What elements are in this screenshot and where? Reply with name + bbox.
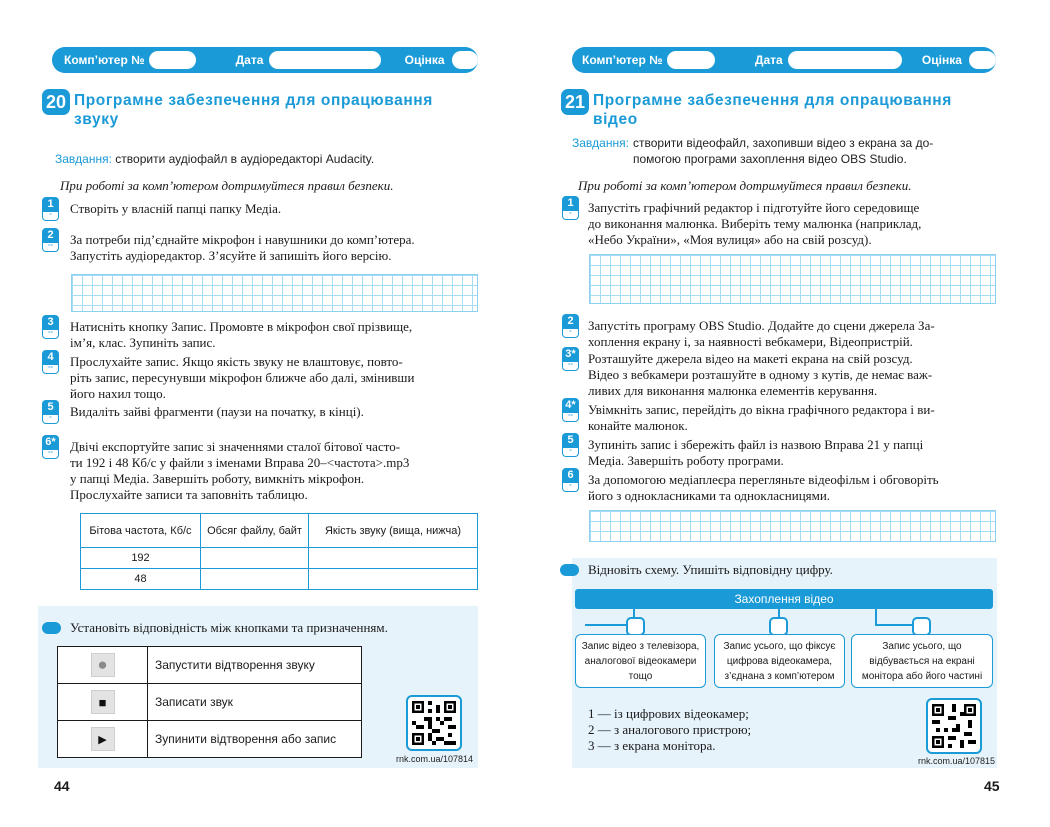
step-marker — [562, 433, 579, 457]
legend-item: 3 — з екрана монітора. — [588, 738, 716, 753]
step-marker — [42, 228, 59, 252]
table-input-cell[interactable] — [309, 569, 478, 590]
step-number: 5 — [562, 433, 579, 448]
qr-url[interactable]: rnk.com.ua/107814 — [396, 754, 474, 764]
step-text — [588, 351, 998, 399]
step-text — [70, 439, 478, 503]
table-header-cell: Обсяг файлу, байт — [201, 514, 309, 548]
step-line: його з однокласниками та однокласницями. — [588, 488, 831, 503]
step-line: Запустіть графічний редактор і підготуйте його середовище — [588, 200, 920, 215]
step-line: Видаліть зайві фрагменти (паузи на початку, в кінці). — [70, 404, 364, 419]
diagram-node-line: аналогової відеокамери — [584, 655, 697, 667]
difficulty-dots-icon: °° — [42, 330, 59, 339]
computer-number-field[interactable] — [149, 51, 196, 69]
step-marker — [42, 197, 59, 221]
button-matching-table — [57, 646, 362, 758]
step-number: 2 — [42, 228, 59, 243]
step-number: 3* — [562, 347, 579, 362]
step-line: до виконання малюнка. Виберіть тему малюнка (наприклад, — [588, 216, 922, 231]
difficulty-dots-icon: ° — [42, 415, 59, 424]
lesson-title — [74, 91, 433, 129]
step-line: Прослухайте записи та заповніть таблицю. — [70, 487, 308, 502]
qr-code-icon[interactable] — [926, 698, 982, 754]
step-line: За допомогою медіаплеєра перегляньте відеофільм і обговоріть — [588, 472, 939, 487]
diagram-node-line: Запис відео з телевізора, — [581, 640, 700, 652]
difficulty-dots-icon: ° — [562, 211, 579, 220]
step-line: ливих для виконання малюнка елементів керування. — [588, 383, 878, 398]
record-icon: ● — [91, 653, 115, 677]
diagram-node-line: з’єднана з комп’ютером — [724, 670, 835, 682]
step-text — [588, 402, 998, 434]
step-line: Відео з вебкамери розташуйте в одному з кутів, де немає важ- — [588, 367, 933, 382]
table-input-cell[interactable] — [201, 548, 309, 569]
step-number: 1 — [42, 197, 59, 212]
step-line: ріть запис, пересунувши мікрофон ближче або далі, змінивши — [70, 370, 415, 385]
worksheet-header — [572, 47, 996, 73]
matching-label: Запустити відтворення звуку — [148, 647, 362, 684]
difficulty-dots-icon: °° — [42, 450, 59, 459]
play-icon: ▶ — [91, 727, 115, 751]
step-number: 1 — [562, 196, 579, 211]
qr-code-icon[interactable] — [406, 695, 462, 751]
diagram-node-line: відбувається на екрані — [869, 655, 975, 667]
matching-label: Записати звук — [148, 684, 362, 721]
step-line: ім’я, клас. Зупиніть запис. — [70, 335, 216, 350]
computer-number-label: Комп’ютер № — [64, 53, 145, 67]
diagram-node-line: Запис усього, що — [882, 640, 962, 652]
right-page — [525, 0, 1050, 827]
lesson-number-badge: 21 — [561, 89, 589, 115]
step-line: його нахил тощо. — [70, 386, 166, 401]
task-label: Завдання: — [55, 152, 112, 166]
step-line: Увімкніть запис, перейдіть до вікна графічного редактора і ви- — [588, 402, 935, 417]
button-icon-cell[interactable] — [58, 647, 148, 684]
step-marker — [42, 315, 59, 339]
matching-exercise-question: Установіть відповідність між кнопками та призначенням. — [70, 620, 388, 635]
step-line: Розташуйте джерела відео на макеті екрана на свій розсуд. — [588, 351, 913, 366]
grade-label: Оцінка — [921, 53, 962, 67]
table-header-cell: Бітова частота, Кб/с — [81, 514, 201, 548]
step-line: конайте малюнок. — [588, 418, 688, 433]
date-field[interactable] — [788, 51, 902, 69]
lesson-title-line: відео — [593, 111, 638, 128]
lesson-title — [593, 91, 952, 129]
table-cell: 48 — [81, 569, 201, 590]
button-icon-cell[interactable] — [58, 721, 148, 758]
lesson-title-line: Програмне забезпечення для опрацювання — [593, 92, 952, 109]
step-line: Медіа. Завершіть роботу програми. — [588, 453, 784, 468]
diagram-exercise-question: Відновіть схему. Упишіть відповідну цифру. — [588, 562, 833, 577]
step-marker — [42, 435, 59, 459]
step-line: За потреби під’єднайте мікрофон і навушники до комп’ютера. — [70, 232, 415, 247]
diagram-root-node: Захоплення відео — [575, 589, 993, 609]
exercise-marker — [42, 622, 61, 634]
step-line: Натисніть кнопку Запис. Промовте в мікрофон свої прізвище, — [70, 319, 413, 334]
task-text: створити аудіофайл в аудіоредакторі Audacity. — [115, 152, 375, 166]
step-marker — [562, 347, 579, 371]
step-text — [70, 404, 478, 420]
safety-note: При роботі за комп’ютером дотримуйтеся правил безпеки. — [578, 178, 912, 193]
answer-grid[interactable] — [589, 510, 996, 542]
diagram-node-line: монітора або його частині — [861, 670, 983, 682]
step-text — [70, 319, 478, 351]
step-text — [70, 354, 478, 402]
computer-number-field[interactable] — [667, 51, 715, 69]
diagram-node — [575, 634, 706, 688]
step-line: Створіть у власній папці папку Медіа. — [70, 201, 282, 216]
matching-label: Зупинити відтворення або запис — [148, 721, 362, 758]
step-line: у папці Медіа. Завершіть роботу, вимкніть мікрофон. — [70, 471, 365, 486]
step-marker — [562, 314, 579, 338]
step-line: Зупиніть запис і збережіть файл із назвою Вправа 21 у папці — [588, 437, 924, 452]
difficulty-dots-icon: ° — [562, 329, 579, 338]
difficulty-dots-icon: °° — [562, 362, 579, 371]
step-marker — [42, 350, 59, 374]
computer-number-label: Комп’ютер № — [582, 53, 663, 67]
grade-field[interactable] — [452, 51, 478, 69]
step-number: 2 — [562, 314, 579, 329]
task-label: Завдання: — [572, 136, 629, 150]
diagram-node-line: цифрова відеокамера, — [726, 655, 833, 667]
grade-field[interactable] — [969, 51, 996, 69]
answer-grid[interactable] — [71, 274, 478, 312]
date-field[interactable] — [269, 51, 380, 69]
answer-grid[interactable] — [589, 254, 996, 304]
worksheet-header — [52, 47, 478, 73]
difficulty-dots-icon: °° — [562, 413, 579, 422]
page-number: 44 — [54, 778, 70, 794]
table-header-cell: Якість звуку (вища, нижча) — [309, 514, 478, 548]
step-text — [588, 437, 998, 469]
results-table — [80, 513, 478, 590]
legend-item: 1 — із цифрових відеокамер; — [588, 706, 749, 721]
diagram-node — [714, 634, 845, 688]
table-input-cell[interactable] — [309, 548, 478, 569]
page-number: 45 — [984, 778, 1000, 794]
step-text — [588, 200, 998, 248]
diagram-node-line: Запис усього, що фіксує — [723, 640, 836, 652]
step-text — [70, 232, 478, 264]
step-number: 3 — [42, 315, 59, 330]
difficulty-dots-icon: °° — [42, 243, 59, 252]
diagram-node — [851, 634, 993, 688]
lesson-title-line: звуку — [74, 111, 119, 128]
grade-label: Оцінка — [404, 53, 445, 67]
step-marker — [562, 398, 579, 422]
lesson-number-badge: 20 — [42, 89, 70, 115]
stop-icon: ■ — [91, 690, 115, 714]
table-input-cell[interactable] — [201, 569, 309, 590]
task-text-line: створити відеофайл, захопивши відео з екрана за до- — [633, 136, 934, 150]
difficulty-dots-icon: ° — [42, 212, 59, 221]
step-number: 6* — [42, 435, 59, 450]
step-line: Прослухайте запис. Якщо якість звуку не влаштовує, повто- — [70, 354, 403, 369]
step-text — [588, 318, 998, 350]
diagram-legend — [588, 706, 751, 754]
table-cell: 192 — [81, 548, 201, 569]
task-text-line: помогою програми захоплення відео OBS Studio. — [633, 152, 907, 166]
step-number: 5 — [42, 400, 59, 415]
step-text — [588, 472, 998, 504]
difficulty-dots-icon: ° — [562, 483, 579, 492]
step-number: 6 — [562, 468, 579, 483]
exercise-marker — [560, 564, 579, 576]
step-marker — [562, 196, 579, 220]
button-icon-cell[interactable] — [58, 684, 148, 721]
date-label: Дата — [235, 53, 264, 67]
step-number: 4 — [42, 350, 59, 365]
step-number: 4* — [562, 398, 579, 413]
step-line: хоплення екрану і, за наявності вебкамери, Відеопристрій. — [588, 334, 913, 349]
date-label: Дата — [754, 53, 783, 67]
step-line: ти 192 і 48 Кб/с у файли з іменами Вправа 20–<частота>.mp3 — [70, 455, 410, 470]
qr-url[interactable]: rnk.com.ua/107815 — [918, 756, 996, 766]
step-line: Двічі експортуйте запис зі значеннями сталої бітової часто- — [70, 439, 401, 454]
difficulty-dots-icon: °° — [42, 365, 59, 374]
step-marker — [42, 400, 59, 424]
qr-pattern — [932, 704, 976, 748]
step-line: Запустіть аудіоредактор. З’ясуйте й запишіть його версію. — [70, 248, 392, 263]
step-line: Запустіть програму OBS Studio. Додайте до сцени джерела За- — [588, 318, 935, 333]
lesson-title-line: Програмне забезпечення для опрацювання — [74, 92, 433, 109]
qr-pattern — [412, 701, 456, 745]
diagram-node-line: тощо — [628, 670, 653, 682]
safety-note: При роботі за комп’ютером дотримуйтеся правил безпеки. — [60, 178, 394, 193]
difficulty-dots-icon: ° — [562, 448, 579, 457]
step-line: «Небо України», «Моя вулиця» або на свій розсуд). — [588, 232, 872, 247]
legend-item: 2 — з аналогового пристрою; — [588, 722, 752, 737]
step-marker — [562, 468, 579, 492]
step-text — [70, 201, 478, 217]
task-statement — [55, 151, 374, 167]
